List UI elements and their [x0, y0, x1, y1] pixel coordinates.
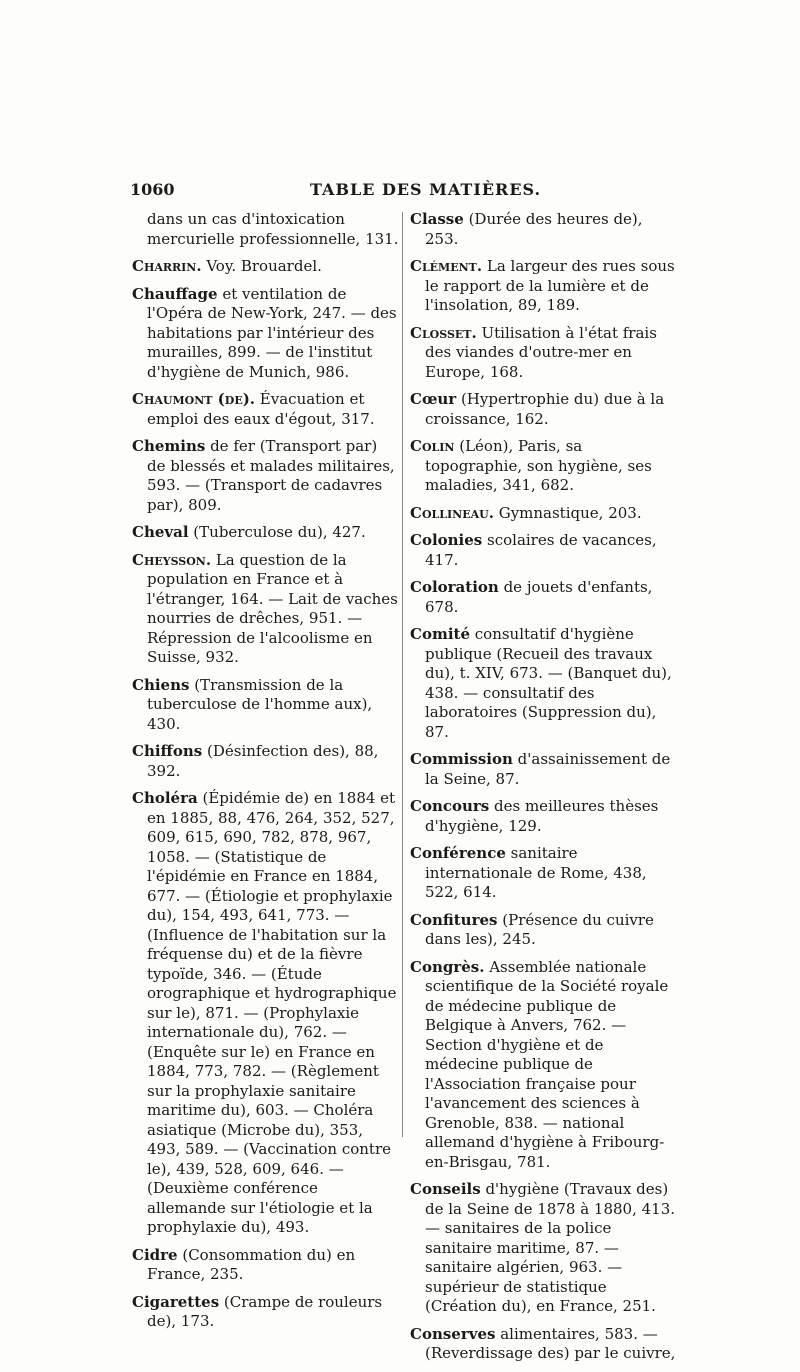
entry-text: (Hypertrophie du) due à la croissance, 162. — [425, 390, 665, 428]
entry-heading: Cheval — [132, 523, 189, 541]
index-entry — [410, 750, 678, 789]
entry-text: dans un cas d'intoxication mercurielle professionnelle, 131. — [147, 210, 399, 248]
entry-heading: Collineau. — [410, 503, 494, 522]
index-entry — [132, 210, 400, 249]
entry-text: (Présence du cuivre dans les), 245. — [425, 910, 654, 948]
entry-text: Utilisation à l'état frais des viandes d'outre-mer en Europe, 168. — [425, 323, 657, 381]
index-entry — [410, 958, 678, 1173]
index-entry — [410, 504, 678, 524]
right-column — [410, 210, 678, 1372]
entry-text: (Désinfection des), 88, 392. — [147, 742, 379, 780]
entry-heading: Classe — [410, 210, 464, 228]
entry-heading: Comité — [410, 625, 470, 643]
entry-text: (Léon), Paris, sa topographie, son hygiène, ses maladies, 341, 682. — [425, 437, 652, 494]
entry-text: Évacuation et emploi des eaux d'égout, 317. — [147, 390, 375, 428]
entry-heading: Conseils — [410, 1180, 481, 1198]
left-column — [132, 210, 400, 1340]
page-header — [130, 180, 675, 210]
entry-heading: Conférence — [410, 844, 506, 862]
entry-text: consultatif d'hygiène publique (Recueil des travaux du), t. XIV, 673. — (Banquet du), 438. — consultatif des laboratoires (Suppression du), 87. — [425, 625, 672, 741]
index-entry — [132, 1246, 400, 1285]
entry-text: Gymnastique, 203. — [493, 503, 642, 522]
index-entry — [132, 523, 400, 543]
index-entry — [132, 390, 400, 429]
entry-heading: Colin — [410, 437, 455, 455]
entry-text: d'hygiène (Travaux des) de la Seine de 1878 à 1880, 413. — sanitaires de la police sanitaire maritime, 87. — sanitaire algérien, 963. — supérieur de statistique (Création du), en France, 251. — [425, 1180, 676, 1315]
index-entry — [132, 285, 400, 383]
entry-text: d'assainissement de la Seine, 87. — [425, 750, 671, 788]
entry-heading: Chiens — [132, 675, 190, 694]
index-entry — [410, 1325, 678, 1364]
index-entry — [410, 625, 678, 742]
entry-text: (Tuberculose du), 427. — [188, 523, 366, 541]
entry-text: (Crampe de rouleurs de), 173. — [147, 1292, 383, 1330]
index-entry — [132, 676, 400, 735]
index-entry — [132, 257, 400, 277]
entry-heading: Cigarettes — [132, 1292, 220, 1311]
entry-heading: Cheysson. — [132, 550, 212, 569]
index-entry — [410, 257, 678, 316]
index-entry — [410, 844, 678, 903]
entry-heading: Confitures — [410, 910, 498, 929]
entry-heading: Cidre — [132, 1245, 178, 1264]
entry-heading: Congrès. — [410, 957, 485, 976]
entry-heading: Closset. — [410, 323, 477, 342]
index-entry — [132, 551, 400, 668]
entry-heading: Colonies — [410, 531, 483, 549]
index-entry — [410, 531, 678, 570]
entry-text: (Consommation du) en France, 235. — [147, 1245, 356, 1283]
entry-heading: Chemins — [132, 437, 206, 455]
entry-text: alimentaires, 583. — (Reverdissage des) par le cuivre, — [425, 1324, 676, 1362]
index-entry — [410, 390, 678, 429]
entry-text: de jouets d'enfants, 678. — [425, 578, 653, 616]
entry-text: Assemblée nationale scientifique de la Société royale de médecine publique de Belgique à Anvers, 762. — Section d'hygiène et de médecine publique de l'Association française pour l'avancement des sciences à Grenoble, 838. — national allemand d'hygiène à Fribourg-en-Brisgau, 781. — [425, 957, 669, 1171]
entry-text: et ventilation de l'Opéra de New-York, 247. — des habitations par l'intérieur des murailles, 899. — de l'institut d'hygiène de Munich, 986. — [147, 284, 397, 381]
index-entry — [410, 578, 678, 617]
entry-text: (Transmission de la tuberculose de l'homme aux), 430. — [147, 675, 373, 733]
entry-heading: Clément. — [410, 257, 483, 275]
entry-heading: Charrin. — [132, 257, 202, 275]
index-entry — [132, 742, 400, 781]
entry-heading: Cœur — [410, 390, 457, 408]
entry-text: des meilleures thèses d'hygiène, 129. — [425, 797, 659, 835]
index-entry — [410, 210, 678, 249]
index-entry — [410, 797, 678, 836]
entry-heading: Chiffons — [132, 742, 203, 760]
index-entry — [410, 437, 678, 496]
index-entry — [132, 1293, 400, 1332]
entry-text: scolaires de vacances, 417. — [425, 531, 657, 569]
entry-heading: Concours — [410, 797, 490, 815]
running-title: TABLE DES MATIÈRES. — [310, 180, 542, 199]
entry-text: La question de la population en France et à l'étranger, 164. — Lait de vaches nourries de drêches, 951. — Répression de l'alcoolisme en Suisse, 932. — [147, 550, 398, 666]
entry-heading: Coloration — [410, 578, 499, 596]
entry-heading: Conserves — [410, 1324, 496, 1343]
page-number: 1060 — [130, 180, 175, 199]
column-divider — [402, 212, 403, 1137]
entry-text: (Durée des heures de), 253. — [425, 210, 643, 248]
index-entry — [410, 1180, 678, 1317]
entry-text: sanitaire internationale de Rome, 438, 522, 614. — [425, 844, 647, 901]
index-entry — [132, 437, 400, 515]
entry-text: de fer (Transport par) de blessés et malades militaires, 593. — (Transport de cadavres par), 809. — [147, 437, 395, 514]
entry-text: La largeur des rues sous le rapport de la lumière et de l'insolation, 89, 189. — [425, 257, 675, 314]
index-entry — [132, 789, 400, 1238]
entry-text: (Épidémie de) en 1884 et en 1885, 88, 476, 264, 352, 527, 609, 615, 690, 782, 878, 967, 1058. — (Statistique de l'épidémie en France en 1884, 677. — (Étiologie et prophylaxie du), 154, 493, 641, 773. — (Influence de l'habitation sur la fréquense du) et de la fièvre typoïde, 346. — (Étude orographique et hydrographique sur le), 871. — (Prophylaxie internationale du), 762. — (Enquête sur le) en France en 1884, 773, 782. — (Règlement sur la prophylaxie sanitaire maritime du), 603. — Choléra asiatique (Microbe du), 353, 493, 589. — (Vaccination contre le), 439, 528, 609, 646. — (Deuxième conférence allemande sur l'étiologie et la prophylaxie du), 493. — [147, 789, 397, 1236]
entry-heading: Choléra — [132, 789, 198, 807]
entry-heading: Chaumont (de). — [132, 390, 256, 408]
index-entry — [410, 911, 678, 950]
index-entry — [410, 324, 678, 383]
entry-text: Voy. Brouardel. — [201, 257, 322, 275]
entry-heading: Commission — [410, 750, 513, 768]
entry-heading: Chauffage — [132, 284, 218, 303]
